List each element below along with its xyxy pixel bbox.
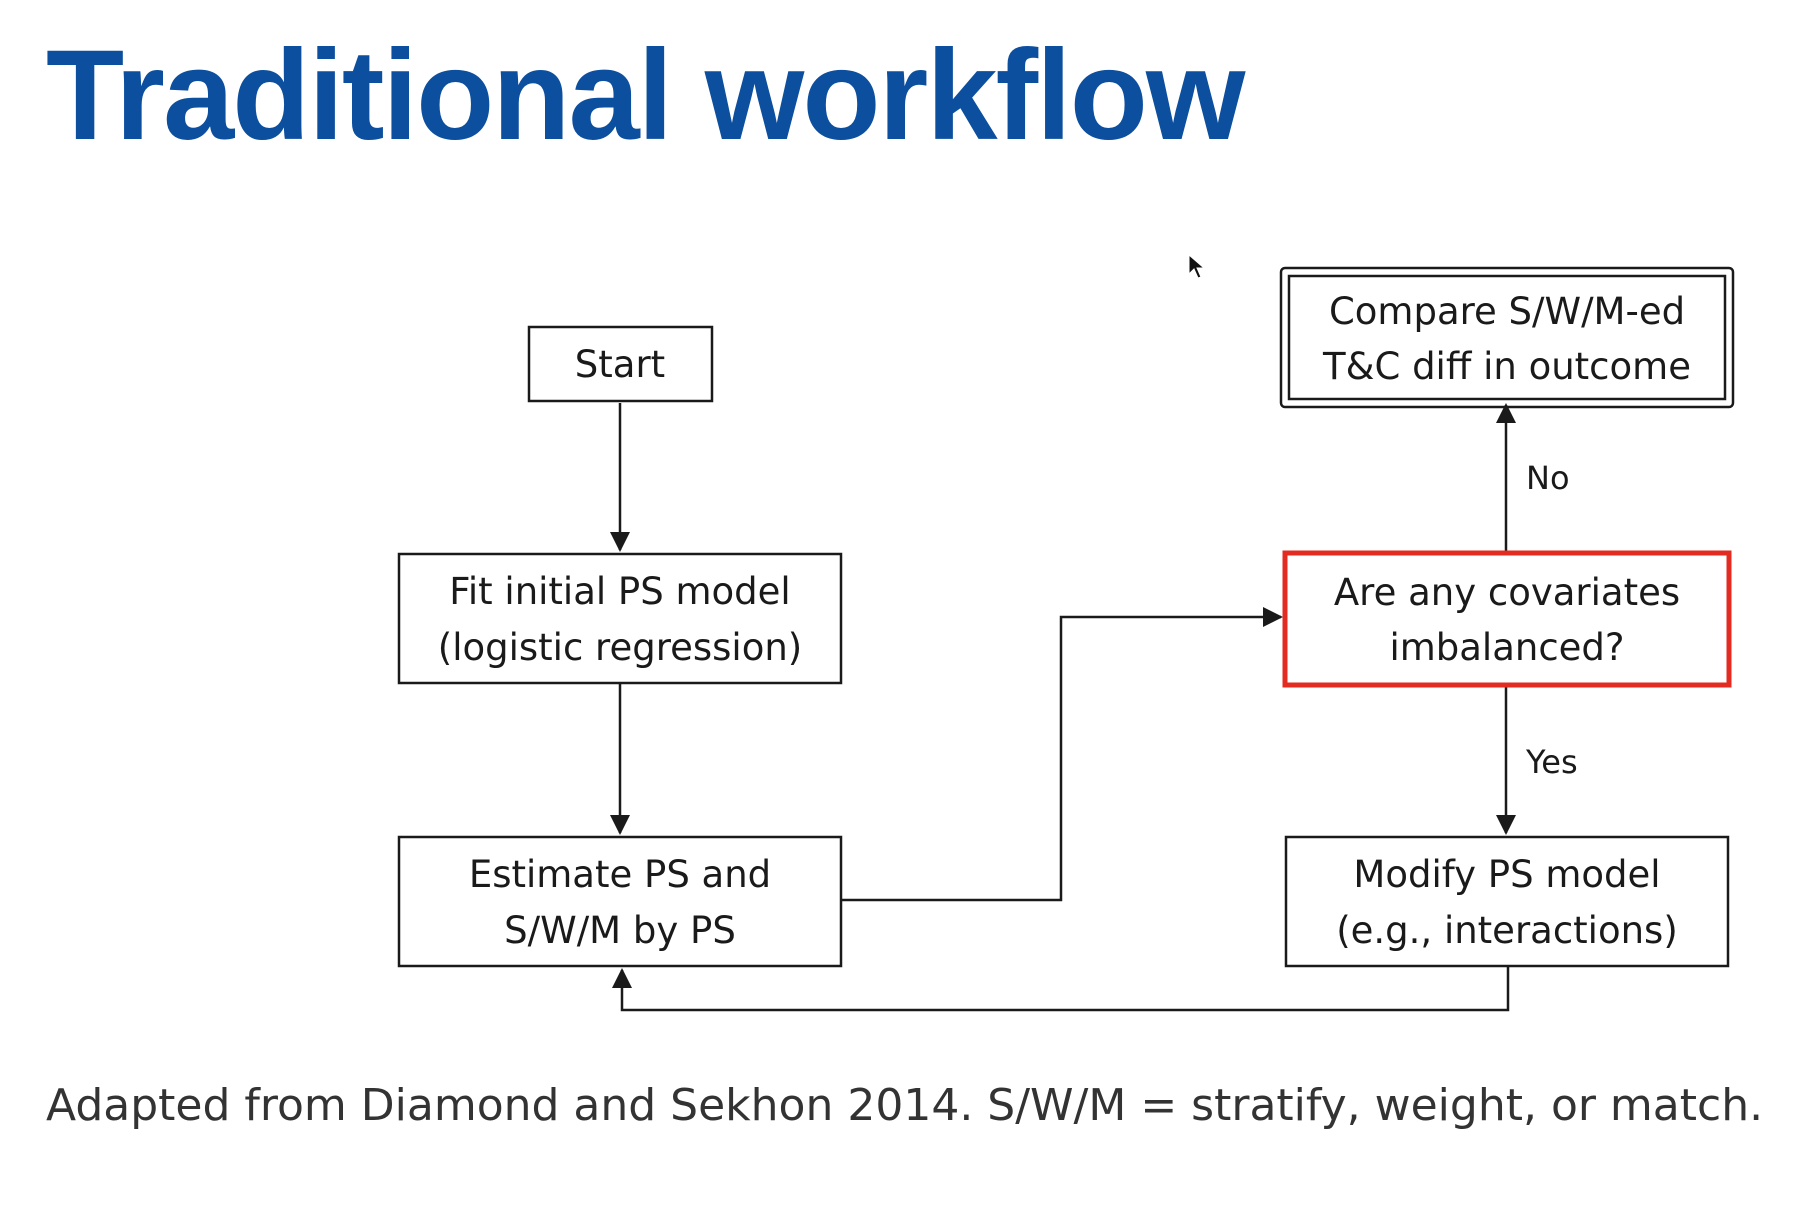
slide-title: Traditional workflow <box>46 24 1244 167</box>
start-node <box>529 327 712 401</box>
imbalance-check-line1: Are any covariates <box>1333 571 1681 614</box>
modify-ps-model-node <box>1286 837 1728 966</box>
start-node-text: Start <box>574 343 666 386</box>
modify-ps-model-line2: (e.g., interactions) <box>1336 909 1678 952</box>
imbalance-check-node <box>1285 553 1729 685</box>
fit-ps-model-line1: Fit initial PS model <box>449 570 791 613</box>
compare-outcome-line1: Compare S/W/M-ed <box>1328 290 1686 333</box>
compare-outcome-line2: T&C diff in outcome <box>1323 345 1691 388</box>
modify-ps-model-line1: Modify PS model <box>1353 853 1661 896</box>
mouse-pointer-icon <box>1188 254 1208 280</box>
estimate-ps-node <box>399 837 841 966</box>
arrow-modify-to-estimate-loop <box>622 967 1508 1010</box>
compare-outcome-node <box>1281 268 1733 407</box>
estimate-ps-line1: Estimate PS and <box>468 853 772 896</box>
fit-ps-model-node <box>399 554 841 683</box>
estimate-ps-line2: S/W/M by PS <box>504 909 736 952</box>
slide-caption: Adapted from Diamond and Sekhon 2014. S/W/M = stratify, weight, or match. <box>46 1080 1764 1131</box>
arrow-estimate-to-imbalance <box>840 617 1281 900</box>
fit-ps-model-line2: (logistic regression) <box>437 626 803 669</box>
imbalance-check-line2: imbalanced? <box>1389 626 1625 669</box>
edge-label-no: No <box>1526 459 1570 497</box>
edge-label-yes: Yes <box>1526 743 1578 781</box>
